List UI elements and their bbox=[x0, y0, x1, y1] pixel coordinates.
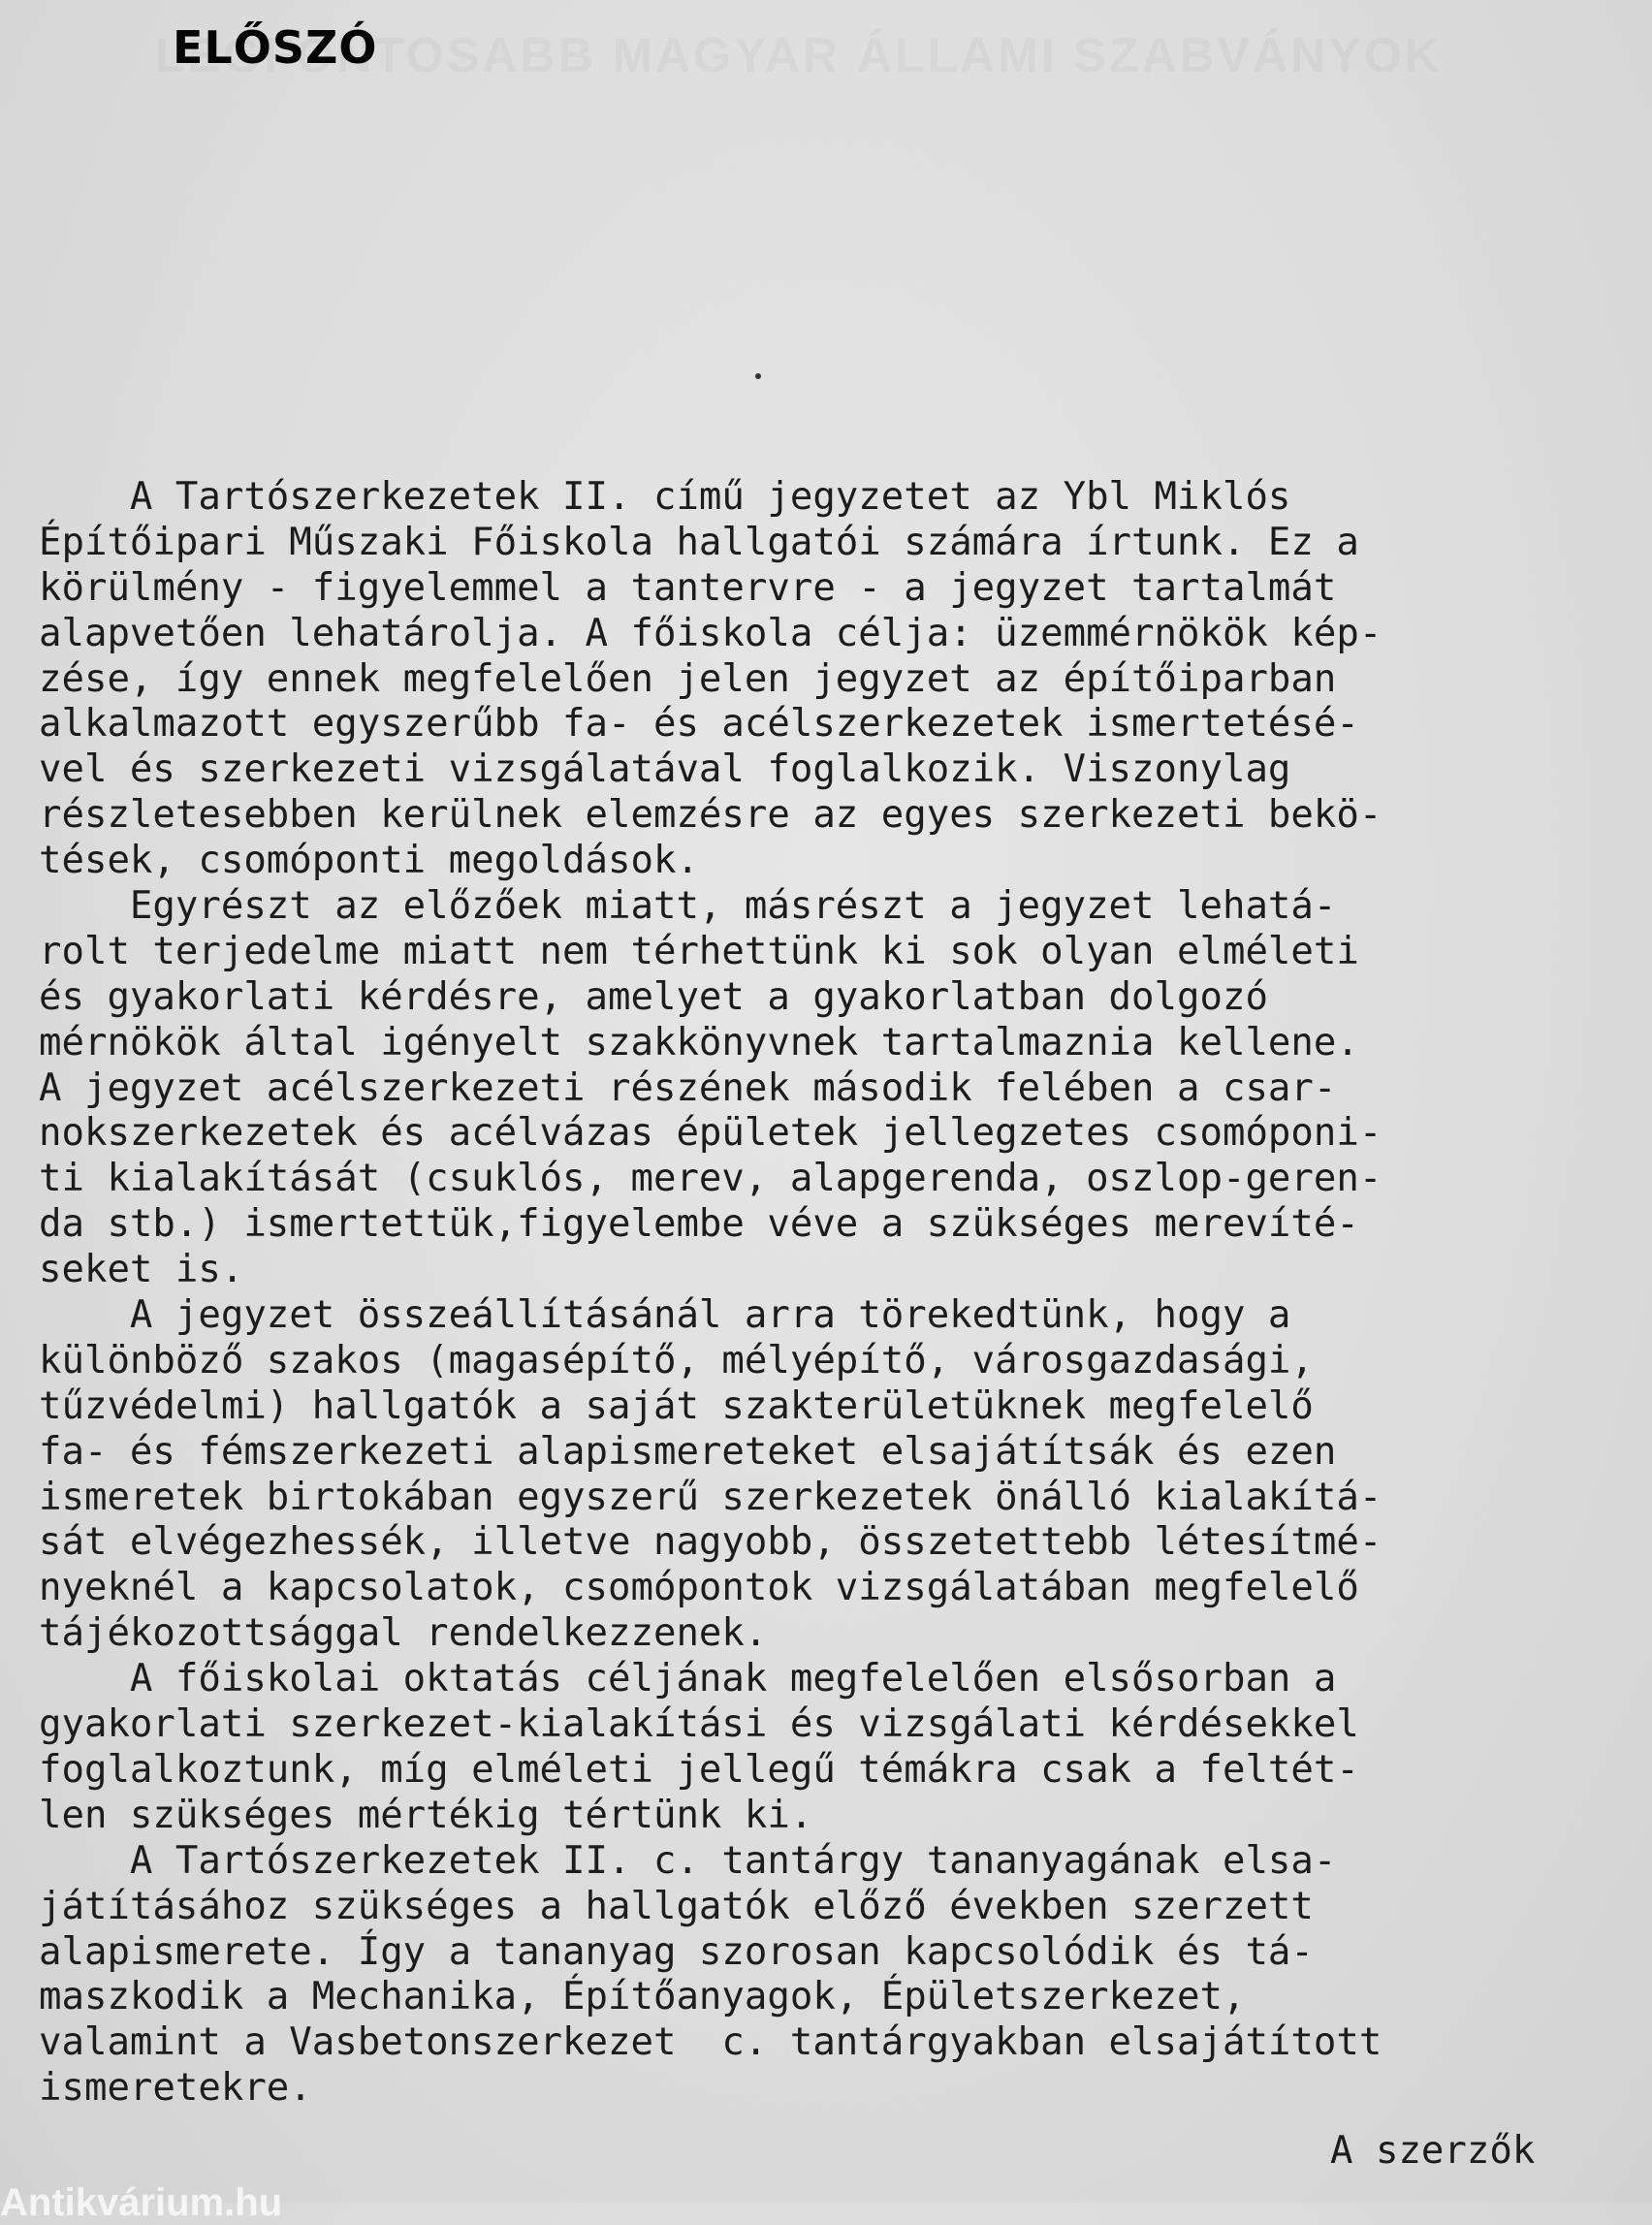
text-line: tájékozottsággal rendelkezzenek. bbox=[39, 1611, 768, 1656]
text-line: részletesebben kerülnek elemzésre az egyes szerkezeti bekö- bbox=[39, 793, 1382, 838]
text-line: sát elvégezhessék, illetve nagyobb, összetettebb létesítmé- bbox=[39, 1520, 1382, 1565]
text-line: A jegyzet acélszerkezeti részének második felében a csar- bbox=[39, 1065, 1337, 1110]
text-line: alapvetően lehatárolja. A főiskola célja: üzemmérnökök kép- bbox=[39, 611, 1382, 655]
text-line: alkalmazott egyszerűbb fa- és acélszerkezetek ismertetésé- bbox=[39, 702, 1359, 747]
text-line: játításához szükséges a hallgatók előző években szerzett bbox=[39, 1884, 1314, 1928]
text-line: A jegyzet összeállításánál arra törekedtünk, hogy a bbox=[39, 1293, 1291, 1338]
text-line: Építőipari Műszaki Főiskola hallgatói számára írtunk. Ez a bbox=[39, 520, 1359, 564]
text-line: A Tartószerkezetek II. című jegyzetet az Ybl Miklós bbox=[39, 475, 1291, 519]
text-line: zése, így ennek megfelelően jelen jegyzet az építőiparban bbox=[39, 656, 1337, 701]
text-line: da stb.) ismertettük,figyelembe véve a szükséges merevíté- bbox=[39, 1202, 1359, 1247]
text-line: tések, csomóponti megoldások. bbox=[39, 839, 699, 883]
text-line: foglalkoztunk, míg elméleti jellegű témákra csak a feltét- bbox=[39, 1747, 1359, 1792]
text-line: fa- és fémszerkezeti alapismereteket elsajátítsák és ezen bbox=[39, 1429, 1337, 1474]
text-line: seket is. bbox=[39, 1248, 244, 1292]
text-line: valamint a Vasbetonszerkezet c. tantárgyakban elsajátított bbox=[39, 2020, 1382, 2065]
text-line: nyeknél a kapcsolatok, csomópontok vizsgálatában megfelelő bbox=[39, 1566, 1359, 1610]
text-line: len szükséges mértékig tértünk ki. bbox=[39, 1793, 813, 1837]
text-line: A főiskolai oktatás céljának megfelelően elsősorban a bbox=[39, 1657, 1337, 1701]
text-line: vel és szerkezeti vizsgálatával foglalkozik. Viszonylag bbox=[39, 747, 1291, 792]
text-line: mérnökök által igényelt szakkönyvnek tartalmaznia kellene. bbox=[39, 1020, 1359, 1065]
text-line: körülmény - figyelemmel a tantervre - a jegyzet tartalmát bbox=[39, 565, 1337, 610]
text-line: ismeretekre. bbox=[39, 2066, 312, 2111]
text-line: rolt terjedelme miatt nem térhettünk ki sok olyan elméleti bbox=[39, 929, 1359, 973]
text-line: ismeretek birtokában egyszerű szerkezetek önálló kialakítá- bbox=[39, 1475, 1382, 1519]
text-line: tűzvédelmi) hallgatók a saját szakterületüknek megfelelő bbox=[39, 1383, 1314, 1428]
text-line: maszkodik a Mechanika, Építőanyagok, Épületszerkezet, bbox=[39, 1975, 1246, 2019]
text-line: és gyakorlati kérdésre, amelyet a gyakorlatban dolgozó bbox=[39, 974, 1268, 1019]
page-title: ELŐSZÓ bbox=[173, 21, 378, 74]
text-line: ti kialakítását (csuklós, merev, alapgerenda, oszlop-geren- bbox=[39, 1157, 1382, 1201]
text-line: különböző szakos (magasépítő, mélyépítő, városgazdasági, bbox=[39, 1338, 1314, 1383]
signature: A szerzők bbox=[1330, 2129, 1536, 2173]
text-line: Egyrészt az előzőek miatt, másrészt a jegyzet lehatá- bbox=[39, 884, 1337, 929]
text-line: nokszerkezetek és acélvázas épületek jellegzetes csomóponi- bbox=[39, 1111, 1382, 1156]
text-line: A Tartószerkezetek II. c. tantárgy tananyagának elsa- bbox=[39, 1838, 1337, 1883]
text-line: alapismerete. Így a tananyag szorosan kapcsolódik és tá- bbox=[39, 1929, 1314, 1974]
preface-body bbox=[39, 475, 1619, 2112]
text-line: gyakorlati szerkezet-kialakítási és vizsgálati kérdésekkel bbox=[39, 1702, 1359, 1747]
ink-speck bbox=[755, 373, 761, 379]
watermark: Antikvárium.hu bbox=[0, 2181, 283, 2224]
